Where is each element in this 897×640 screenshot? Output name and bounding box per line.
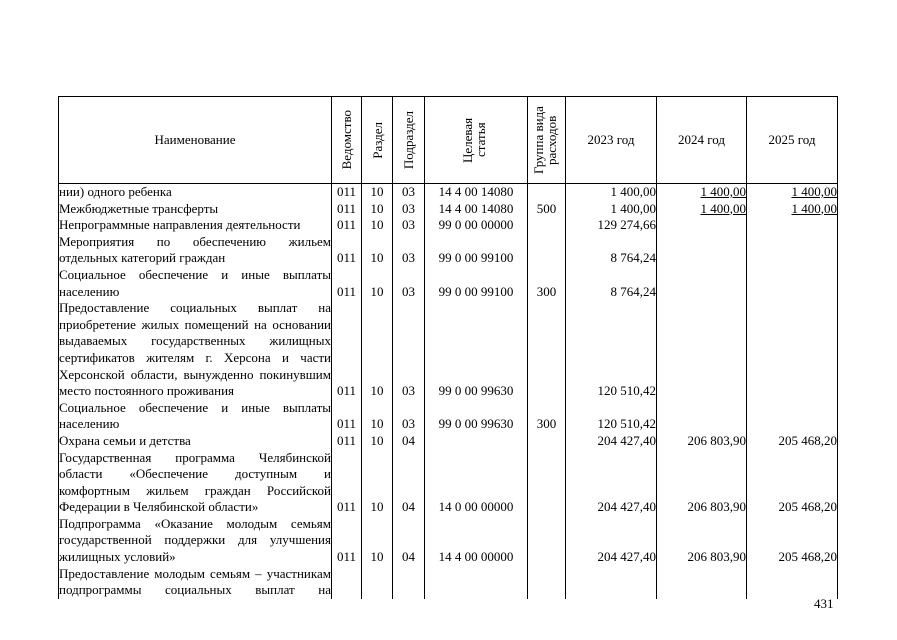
row-podrazdel: 04 xyxy=(393,450,425,516)
row-2025: 205 468,20 xyxy=(747,516,838,566)
row-target: 99 0 00 00000 xyxy=(425,217,528,234)
row-podrazdel: 04 xyxy=(393,516,425,566)
row-name: Мероприятия по обеспечению жильем отдельных категорий граждан xyxy=(59,233,331,266)
budget-table xyxy=(58,96,838,599)
row-2024 xyxy=(657,217,747,234)
page-number: 431 xyxy=(814,596,834,611)
row-name: Социальное обеспечение и иные выплаты населению xyxy=(59,399,331,432)
row-name: Охрана семьи и детства xyxy=(59,433,332,450)
header-vedomstvo-label: Ведомство xyxy=(339,110,354,170)
row-razdel: 10 xyxy=(362,433,393,450)
table-row xyxy=(59,267,838,300)
row-name: Социальное обеспечение и иные выплаты населению xyxy=(59,266,331,299)
row-target: 99 0 00 99630 xyxy=(425,400,528,433)
row-target: 99 0 00 99630 xyxy=(425,300,528,400)
row-vedomstvo: 011 xyxy=(332,450,362,516)
row-target: 14 4 00 14080 xyxy=(425,184,528,201)
table-body xyxy=(59,184,838,599)
table-row xyxy=(59,217,838,234)
row-2025 xyxy=(747,267,838,300)
table-row xyxy=(59,566,838,599)
row-podrazdel: 04 xyxy=(393,433,425,450)
row-podrazdel: 03 xyxy=(393,184,425,201)
header-razdel xyxy=(362,97,393,184)
header-group xyxy=(528,97,566,184)
row-2024: 1 400,00 xyxy=(657,201,747,218)
row-group: 300 xyxy=(528,400,566,433)
row-2023 xyxy=(566,566,657,599)
row-vedomstvo: 011 xyxy=(332,234,362,267)
row-razdel xyxy=(362,566,393,599)
row-group xyxy=(528,516,566,566)
row-vedomstvo: 011 xyxy=(332,433,362,450)
row-2024 xyxy=(657,267,747,300)
row-2025 xyxy=(747,217,838,234)
row-target xyxy=(425,433,528,450)
row-razdel: 10 xyxy=(362,516,393,566)
table-header xyxy=(59,97,838,184)
row-group xyxy=(528,217,566,234)
row-podrazdel: 03 xyxy=(393,400,425,433)
row-name: нии) одного ребенка xyxy=(59,184,332,201)
header-name: Наименование xyxy=(59,97,332,184)
row-group: 300 xyxy=(528,267,566,300)
header-podrazdel xyxy=(393,97,425,184)
row-target: 99 0 00 99100 xyxy=(425,234,528,267)
row-razdel: 10 xyxy=(362,300,393,400)
row-2025: 205 468,20 xyxy=(747,450,838,516)
row-podrazdel: 03 xyxy=(393,217,425,234)
row-name: Предоставление социальных выплат на приобретение жилых помещений на основании выдаваемых государственных жилищных сертификатов жителям г. Херсона и части Херсонской области, вынужденно покинувшим место постоянного проживания xyxy=(59,300,331,399)
row-2024: 206 803,90 xyxy=(657,450,747,516)
row-vedomstvo: 011 xyxy=(332,217,362,234)
row-group xyxy=(528,433,566,450)
table-row xyxy=(59,450,838,516)
row-2024: 206 803,90 xyxy=(657,433,747,450)
row-group xyxy=(528,566,566,599)
header-target-label: Целевая статья xyxy=(460,117,488,163)
row-podrazdel: 03 xyxy=(393,234,425,267)
table-row xyxy=(59,201,838,218)
row-2024 xyxy=(657,300,747,400)
row-2024: 206 803,90 xyxy=(657,516,747,566)
row-group xyxy=(528,184,566,201)
row-2023: 204 427,40 xyxy=(566,450,657,516)
row-2024 xyxy=(657,400,747,433)
row-2025 xyxy=(747,300,838,400)
row-target: 14 4 00 14080 xyxy=(425,201,528,218)
row-razdel: 10 xyxy=(362,234,393,267)
row-target: 14 0 00 00000 xyxy=(425,450,528,516)
row-group: 500 xyxy=(528,201,566,218)
row-vedomstvo xyxy=(332,566,362,599)
row-vedomstvo: 011 xyxy=(332,516,362,566)
row-name: Межбюджетные трансферты xyxy=(59,201,332,218)
row-razdel: 10 xyxy=(362,201,393,218)
row-2023: 1 400,00 xyxy=(566,184,657,201)
header-vedomstvo xyxy=(332,97,362,184)
row-2023: 8 764,24 xyxy=(566,234,657,267)
row-2023: 120 510,42 xyxy=(566,400,657,433)
row-razdel: 10 xyxy=(362,450,393,516)
row-2023: 1 400,00 xyxy=(566,201,657,218)
row-2025 xyxy=(747,566,838,599)
row-name: Подпрограмма «Оказание молодым семьям государственной поддержки для улучшения жилищных условий» xyxy=(59,515,331,565)
row-vedomstvo: 011 xyxy=(332,267,362,300)
row-razdel: 10 xyxy=(362,400,393,433)
row-group xyxy=(528,300,566,400)
row-podrazdel: 03 xyxy=(393,267,425,300)
table-row xyxy=(59,300,838,400)
row-vedomstvo: 011 xyxy=(332,400,362,433)
row-vedomstvo: 011 xyxy=(332,184,362,201)
row-razdel: 10 xyxy=(362,217,393,234)
table-row xyxy=(59,516,838,566)
row-2025 xyxy=(747,400,838,433)
row-2024: 1 400,00 xyxy=(657,184,747,201)
row-vedomstvo: 011 xyxy=(332,300,362,400)
row-razdel: 10 xyxy=(362,184,393,201)
row-target xyxy=(425,566,528,599)
row-vedomstvo: 011 xyxy=(332,201,362,218)
row-razdel: 10 xyxy=(362,267,393,300)
row-2023: 204 427,40 xyxy=(566,516,657,566)
row-2025: 1 400,00 xyxy=(747,184,838,201)
row-2024 xyxy=(657,566,747,599)
row-target: 99 0 00 99100 xyxy=(425,267,528,300)
row-podrazdel: 03 xyxy=(393,300,425,400)
row-name: Государственная программа Челябинской области «Обеспечение доступным и комфортным жильем граждан Российской Федерации в Челябинской области» xyxy=(59,449,331,515)
row-name: Предоставление молодым семьям – участникам подпрограммы социальных выплат на xyxy=(59,565,331,598)
header-podrazdel-label: Подраздел xyxy=(401,110,416,170)
row-2023: 8 764,24 xyxy=(566,267,657,300)
header-2025: 2025 год xyxy=(747,97,838,184)
header-group-label: Группа вида расходов xyxy=(530,106,559,174)
row-target: 14 4 00 00000 xyxy=(425,516,528,566)
table-row xyxy=(59,433,838,450)
row-2023: 204 427,40 xyxy=(566,433,657,450)
header-razdel-label: Раздел xyxy=(369,121,385,159)
table-row xyxy=(59,184,838,201)
row-group xyxy=(528,450,566,516)
row-2025: 205 468,20 xyxy=(747,433,838,450)
row-2025 xyxy=(747,234,838,267)
row-name: Непрограммные направления деятельности xyxy=(59,217,332,234)
table-row xyxy=(59,400,838,433)
row-2024 xyxy=(657,234,747,267)
row-2023: 129 274,66 xyxy=(566,217,657,234)
row-podrazdel: 03 xyxy=(393,201,425,218)
header-2023: 2023 год xyxy=(566,97,657,184)
table-row xyxy=(59,234,838,267)
header-2024: 2024 год xyxy=(657,97,747,184)
row-group xyxy=(528,234,566,267)
row-2025: 1 400,00 xyxy=(747,201,838,218)
row-podrazdel xyxy=(393,566,425,599)
header-target xyxy=(425,97,528,184)
row-2023: 120 510,42 xyxy=(566,300,657,400)
